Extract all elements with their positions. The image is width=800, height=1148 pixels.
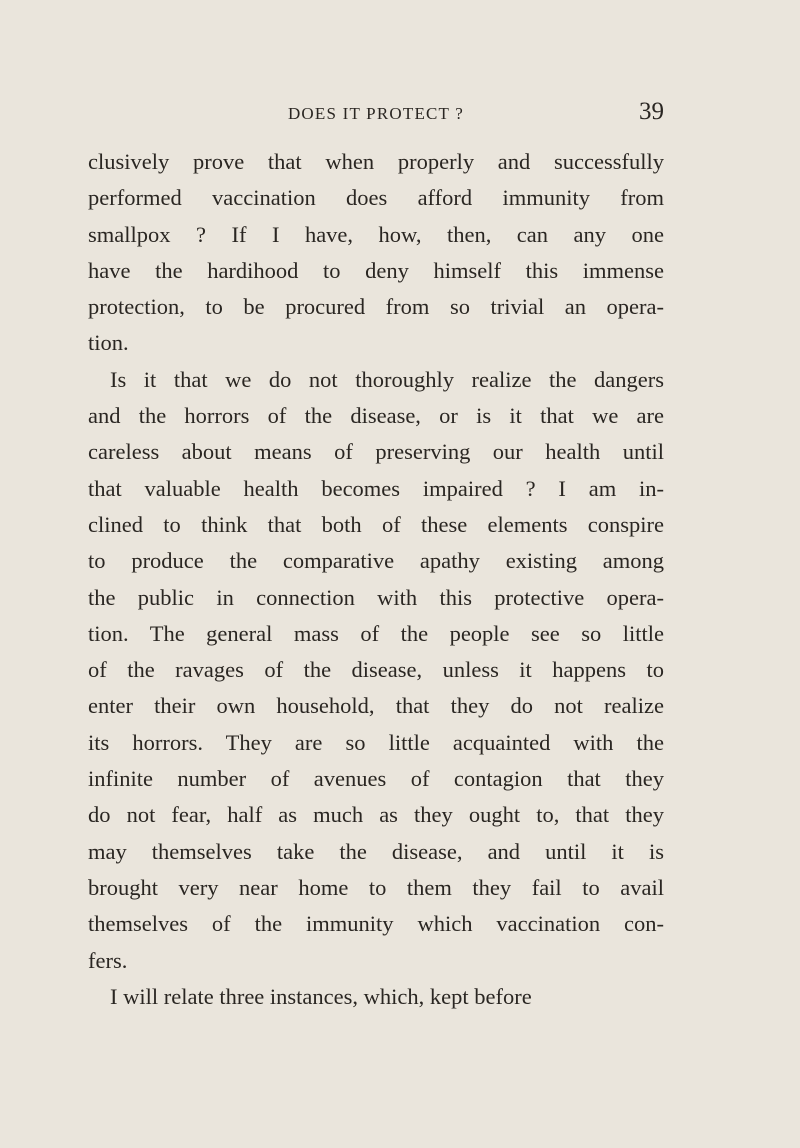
text-line: do not fear, half as much as they ought to, that they: [88, 802, 664, 828]
text-line: Is it that we do not thoroughly realize the dangers: [110, 366, 664, 392]
text-line: its horrors. They are so little acquainted with the: [88, 729, 664, 755]
text-line: themselves of the immunity which vaccination con-: [88, 911, 664, 937]
running-head: [88, 98, 664, 134]
text-line: smallpox ? If I have, how, then, can any one: [88, 221, 664, 247]
text-line: of the ravages of the disease, unless it happens to: [88, 657, 664, 683]
page-number: 39: [639, 98, 664, 125]
text-line: clined to think that both of these elements conspire: [88, 511, 664, 537]
running-title: DOES IT PROTECT ?: [287, 104, 465, 123]
text-line: fers.: [88, 947, 128, 973]
text-line: have the hardihood to deny himself this immense: [88, 257, 664, 283]
text-line: may themselves take the disease, and until it is: [88, 838, 664, 864]
text-line: infinite number of avenues of contagion that they: [88, 766, 664, 792]
text-line: enter their own household, that they do not realize: [88, 693, 664, 719]
text-line: careless about means of preserving our health until: [88, 439, 664, 465]
text-line: brought very near home to them they fail to avail: [88, 874, 664, 900]
text-line: protection, to be procured from so trivial an opera-: [88, 294, 664, 320]
paragraph: [88, 362, 664, 979]
text-line: clusively prove that when properly and successfully: [88, 149, 664, 174]
paragraph: [88, 979, 664, 1015]
paragraph: [88, 144, 664, 362]
body-text: [88, 144, 664, 1015]
text-line: performed vaccination does afford immunity from: [88, 185, 664, 211]
text-line: the public in connection with this protective opera-: [88, 584, 664, 610]
text-line: I will relate three instances, which, kept before: [110, 983, 532, 1009]
text-line: tion. The general mass of the people see so little: [88, 620, 664, 646]
text-line: tion.: [88, 330, 129, 356]
text-line: that valuable health becomes impaired ? I am in-: [88, 475, 664, 501]
text-line: to produce the comparative apathy existing among: [88, 548, 664, 574]
text-line: and the horrors of the disease, or is it that we are: [88, 403, 664, 429]
